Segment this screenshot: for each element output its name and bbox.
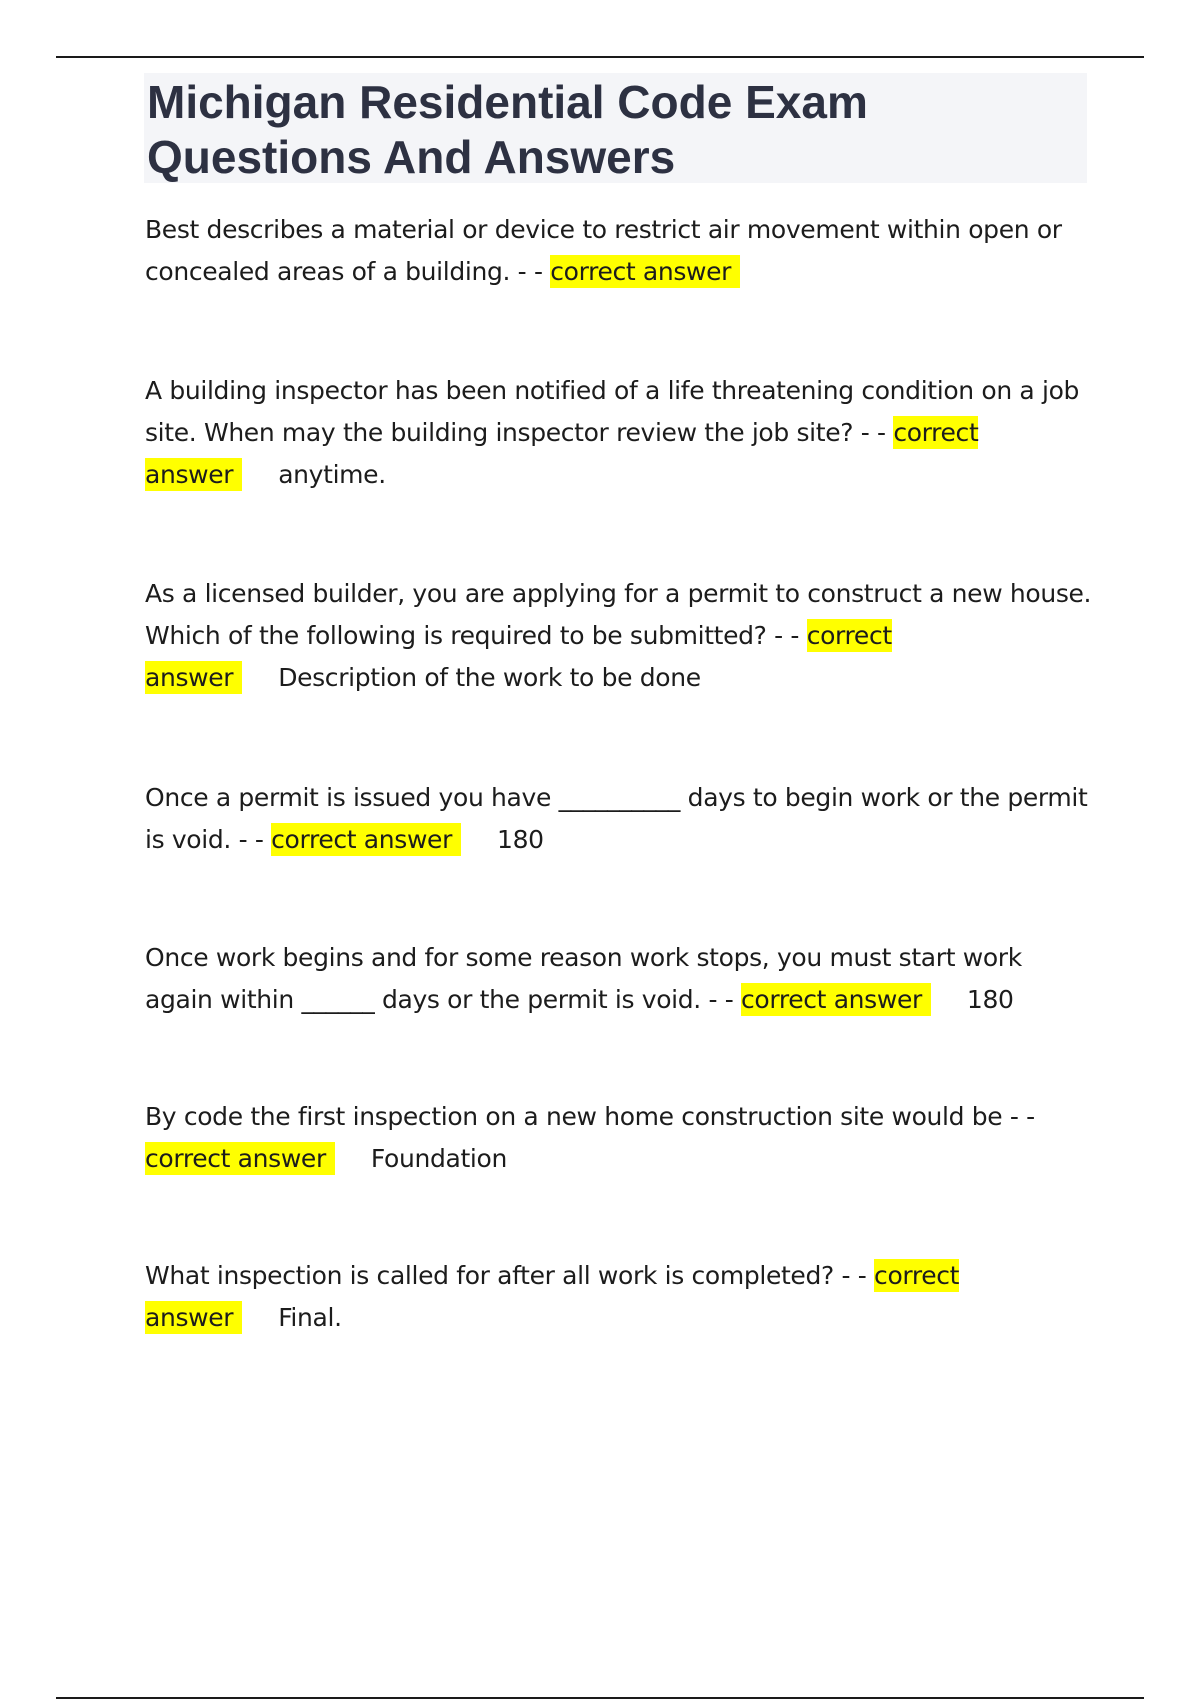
correct-answer-highlight: correct answer <box>145 1261 960 1332</box>
correct-answer-highlight: correct answer <box>145 1142 335 1175</box>
title-block <box>144 73 1087 183</box>
qa-item-6 <box>145 1096 1095 1180</box>
top-rule <box>56 56 1144 58</box>
question-text: As a licensed builder, you are applying for a permit to construct a new house. Which of the following is required to be submitted? - - <box>145 579 1092 650</box>
title-line-2: Questions And Answers <box>147 131 676 183</box>
correct-answer-highlight: correct answer <box>550 255 740 288</box>
qa-item-3 <box>145 573 1095 699</box>
correct-answer-highlight: correct answer <box>145 621 892 692</box>
qa-item-7 <box>145 1255 1095 1339</box>
answer-text: Foundation <box>370 1144 507 1173</box>
correct-answer-highlight: correct answer <box>145 418 979 489</box>
answer-text: Description of the work to be done <box>278 663 701 692</box>
question-text: What inspection is called for after all work is completed? - - <box>145 1261 867 1290</box>
qa-item-1 <box>145 209 1095 293</box>
answer-text: 180 <box>497 825 544 854</box>
qa-item-2 <box>145 370 1095 496</box>
question-text: Once a permit is issued you have __________ days to begin work or the permit is void. - - <box>145 783 1088 854</box>
page-title <box>144 73 1087 185</box>
question-text: A building inspector has been notified of a life threatening condition on a job site. When may the building inspector review the job site? - - <box>145 376 1080 447</box>
question-text: Best describes a material or device to restrict air movement within open or concealed areas of a building. - - <box>145 215 1062 286</box>
correct-answer-highlight: correct answer <box>741 983 931 1016</box>
answer-text: 180 <box>966 985 1014 1014</box>
qa-item-4 <box>145 777 1095 861</box>
answer-text: Final. <box>278 1303 342 1332</box>
correct-answer-highlight: correct answer <box>271 823 461 856</box>
answer-text: anytime. <box>278 460 386 489</box>
question-text: By code the first inspection on a new home construction site would be - - <box>145 1102 1035 1131</box>
question-text: Once work begins and for some reason work stops, you must start work again within ______ days or the permit is void. - - <box>145 943 1022 1014</box>
title-line-1: Michigan Residential Code Exam <box>147 76 868 128</box>
bottom-rule <box>56 1697 1144 1699</box>
qa-item-5 <box>145 937 1095 1021</box>
